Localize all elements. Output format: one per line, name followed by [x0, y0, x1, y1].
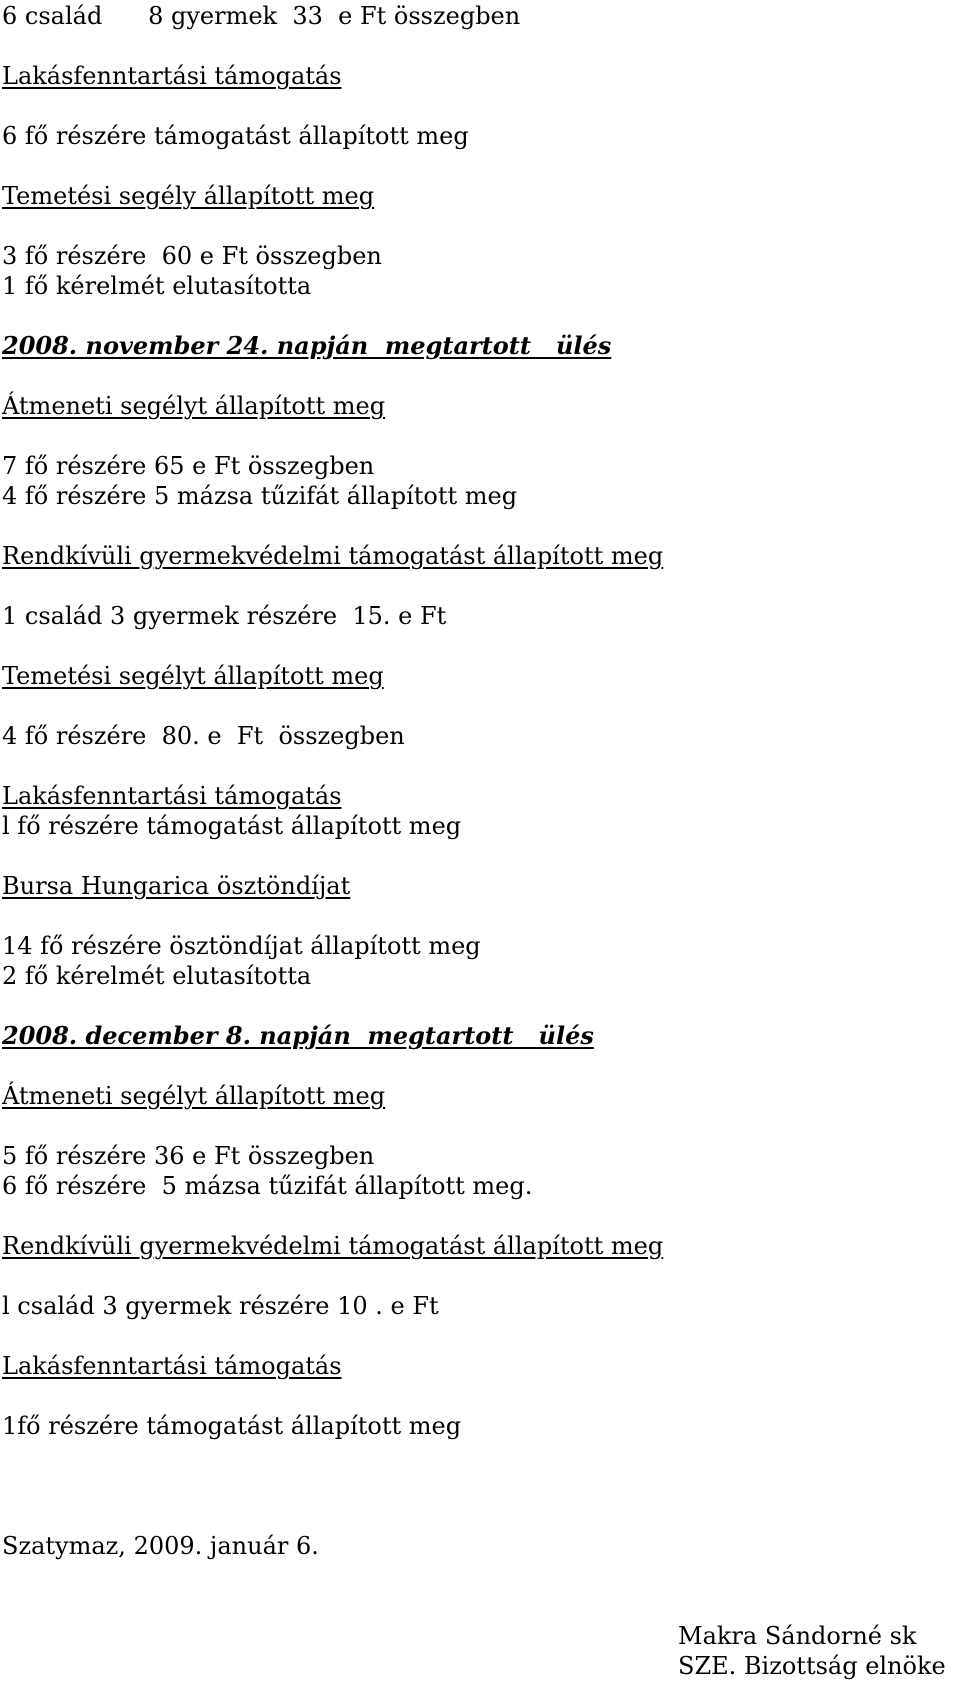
section-heading: Temetési segélyt állapított meg — [2, 662, 384, 690]
section-heading: Temetési segély állapított meg — [2, 182, 375, 210]
signature-title: SZE. Bizottság elnöke — [678, 1652, 946, 1680]
text-line: 5 fő részére 36 e Ft összegben — [2, 1142, 375, 1170]
text-line: 7 fő részére 65 e Ft összegben — [2, 452, 375, 480]
text-line: 4 fő részére 5 mázsa tűzifát állapított meg — [2, 482, 518, 510]
text-line: 6 fő részére támogatást állapított meg — [2, 122, 469, 150]
place-date: Szatymaz, 2009. január 6. — [2, 1532, 319, 1560]
signature-name: Makra Sándorné sk — [678, 1622, 917, 1650]
text-line: 3 fő részére 60 e Ft összegben — [2, 242, 382, 270]
section-heading: Átmeneti segélyt állapított meg — [2, 392, 386, 420]
section-heading: Rendkívüli gyermekvédelmi támogatást állapított meg — [2, 542, 664, 570]
section-heading: Rendkívüli gyermekvédelmi támogatást állapított meg — [2, 1232, 664, 1260]
text-line: l család 3 gyermek részére 10 . e Ft — [2, 1292, 439, 1320]
section-heading: Bursa Hungarica ösztöndíjat — [2, 872, 351, 900]
text-line: 6 család 8 gyermek 33 e Ft összegben — [2, 2, 521, 30]
section-heading: Lakásfenntartási támogatás — [2, 1352, 342, 1380]
text-line: l fő részére támogatást állapított meg — [2, 812, 462, 840]
text-line: 14 fő részére ösztöndíjat állapított meg — [2, 932, 481, 960]
text-line: 4 fő részére 80. e Ft összegben — [2, 722, 405, 750]
session-heading: 2008. november 24. napján megtartott ülés — [2, 331, 612, 360]
text-line: 6 fő részére 5 mázsa tűzifát állapított meg. — [2, 1172, 533, 1200]
section-heading: Lakásfenntartási támogatás — [2, 782, 342, 810]
section-heading: Lakásfenntartási támogatás — [2, 62, 342, 90]
text-line: 2 fő kérelmét elutasította — [2, 962, 312, 990]
text-line: 1fő részére támogatást állapított meg — [2, 1412, 462, 1440]
text-line: 1 család 3 gyermek részére 15. e Ft — [2, 602, 447, 630]
session-heading: 2008. december 8. napján megtartott ülés — [2, 1021, 594, 1050]
section-heading: Átmeneti segélyt állapított meg — [2, 1082, 386, 1110]
text-line: 1 fő kérelmét elutasította — [2, 272, 312, 300]
